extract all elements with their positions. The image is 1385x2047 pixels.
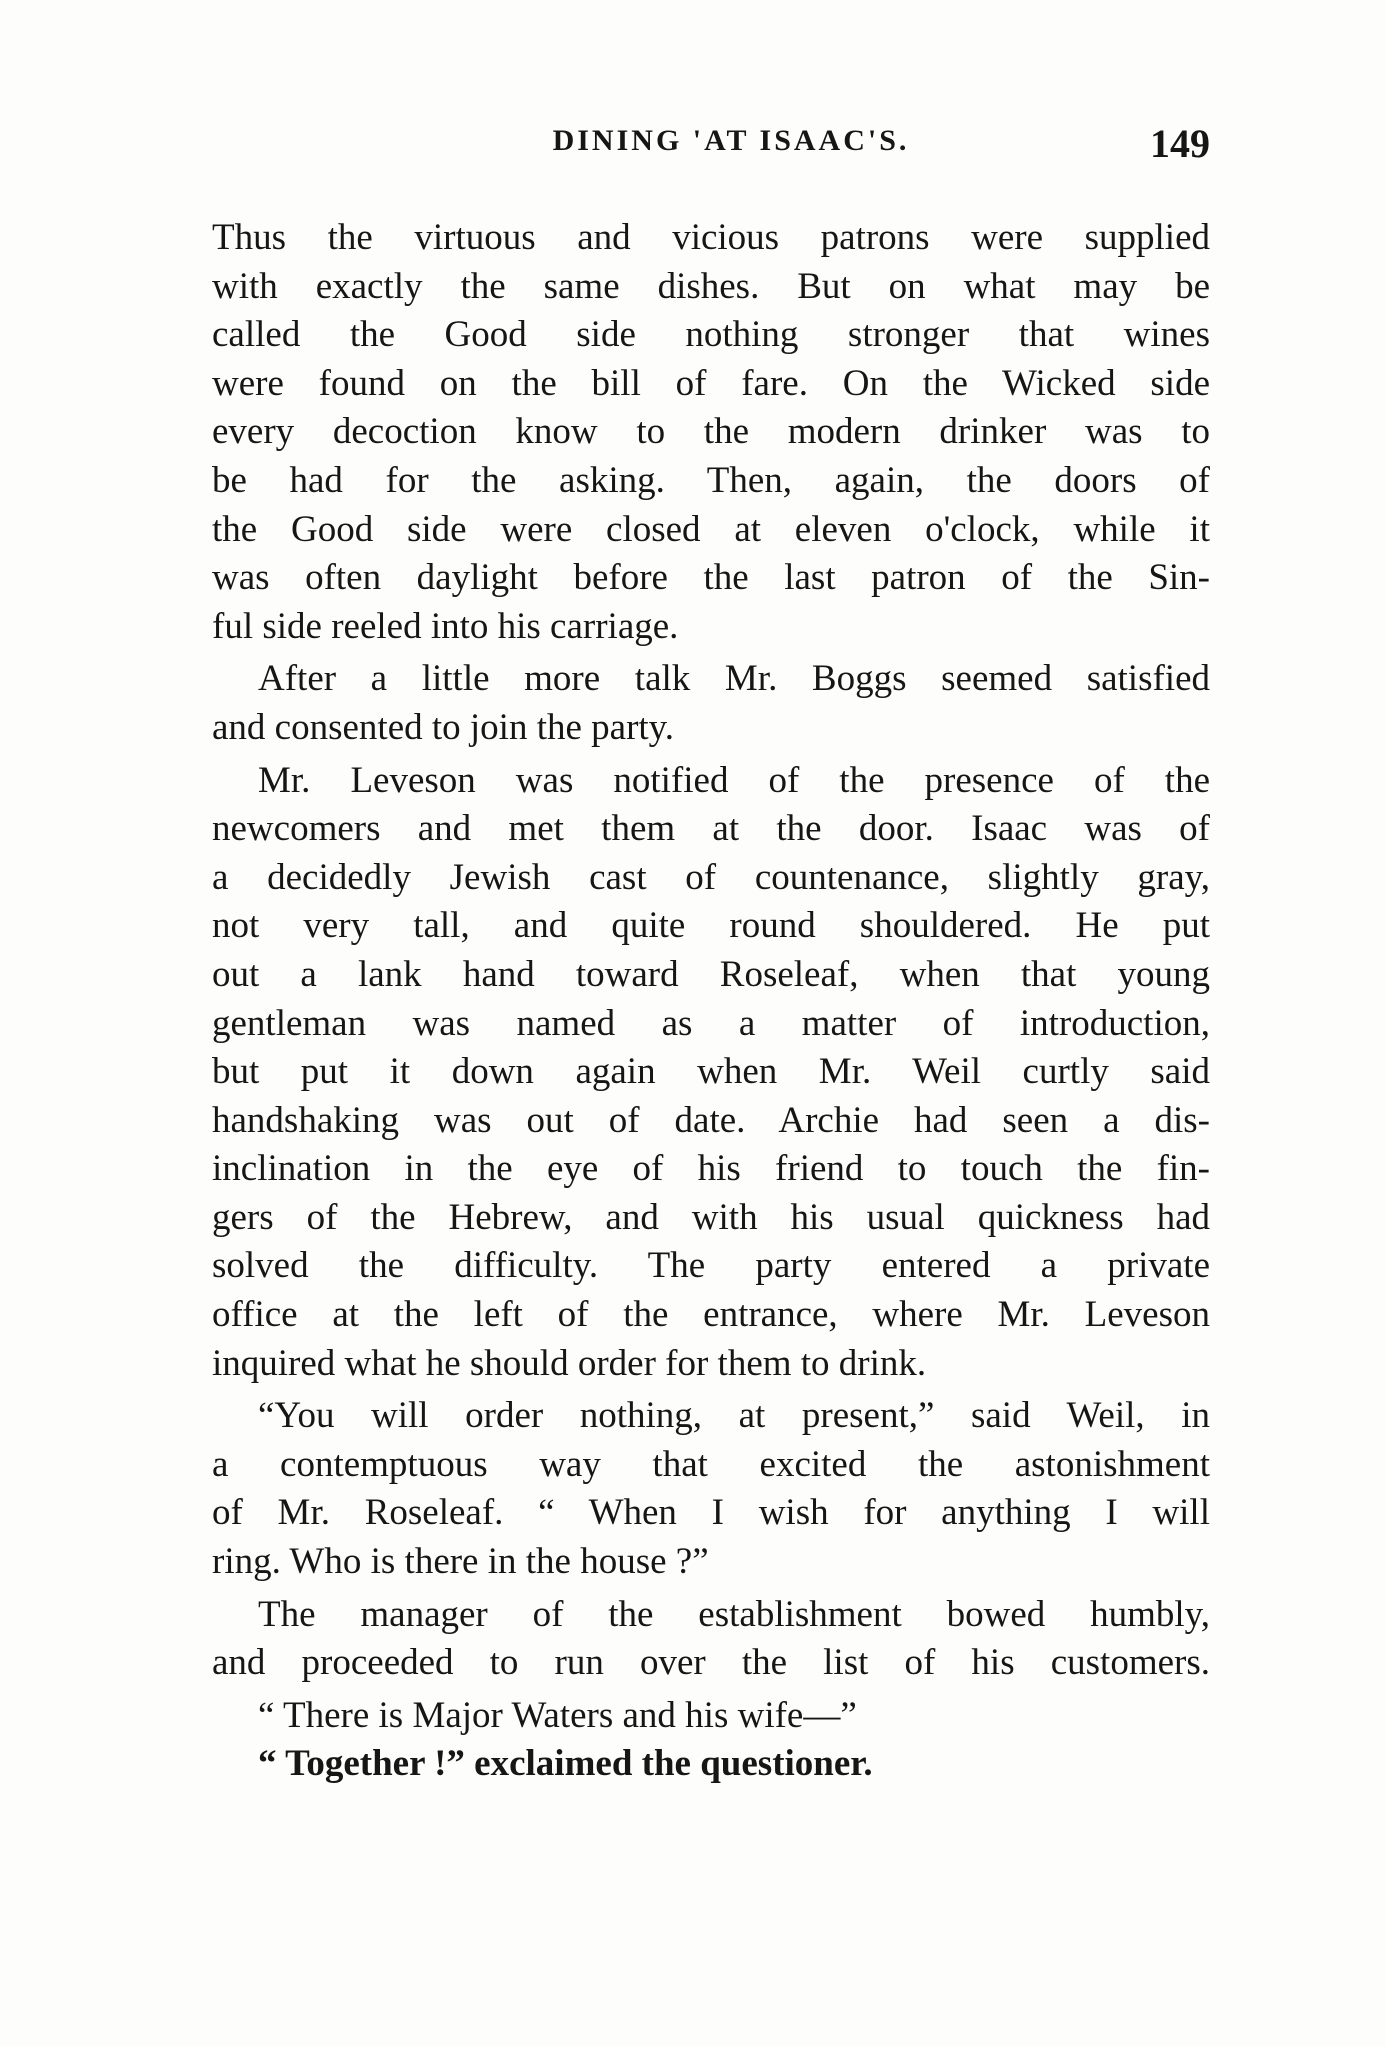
body-text [212,214,1210,1789]
text-line: out a lank hand toward Roseleaf, when that young [212,953,1210,995]
text-line: ful side reeled into his carriage. [212,605,679,647]
text-line: inclination in the eye of his friend to touch the fin- [212,1148,1210,1190]
text-line: called the Good side nothing stronger that wines [212,314,1210,356]
text-line: and proceeded to run over the list of his customers. [212,1642,1210,1684]
running-title: DINING 'AT ISAAC'S. [552,124,910,157]
text-line: the Good side were closed at eleven o'clock, while it [212,508,1210,550]
text-line: and consented to join the party. [212,706,675,748]
text-line: gentleman was named as a matter of introduction, [212,1002,1210,1044]
text-line: but put it down again when Mr. Weil curtly said [212,1051,1210,1093]
text-line: inquired what he should order for them to drink. [212,1342,927,1384]
text-line: were found on the bill of fare. On the Wicked side [212,362,1210,404]
text-line: “ There is Major Waters and his wife—” [258,1694,857,1736]
text-line: a contemptuous way that excited the astonishment [212,1443,1210,1485]
text-line: not very tall, and quite round shouldered. He put [212,905,1210,947]
text-line: gers of the Hebrew, and with his usual quickness had [212,1196,1210,1238]
text-line: of Mr. Roseleaf. “ When I wish for anything I will [212,1492,1210,1534]
text-line: with exactly the same dishes. But on what may be [212,265,1210,307]
text-line: was often daylight before the last patron of the Sin- [212,557,1210,599]
text-line: “ Together !” exclaimed the questioner. [258,1743,873,1785]
page-number: 149 [1150,121,1210,166]
text-line: “You will order nothing, at present,” said Weil, in [258,1395,1210,1437]
text-line: Thus the virtuous and vicious patrons were supplied [212,217,1210,258]
text-line: The manager of the establishment bowed humbly, [258,1593,1210,1635]
text-line: be had for the asking. Then, again, the doors of [212,459,1210,501]
text-line: handshaking was out of date. Archie had seen a dis- [212,1099,1210,1141]
text-line: ring. Who is there in the house ?” [212,1541,709,1583]
text-line: solved the difficulty. The party entered a private [212,1245,1210,1287]
text-line: After a little more talk Mr. Boggs seemed satisfied [258,658,1210,700]
text-line: Mr. Leveson was notified of the presence of the [258,759,1210,801]
text-line: newcomers and met them at the door. Isaac was of [212,808,1210,850]
running-head [212,120,1210,170]
text-line: a decidedly Jewish cast of countenance, slightly gray, [212,856,1210,898]
text-line: every decoction know to the modern drinker was to [212,411,1210,453]
text-line: office at the left of the entrance, where Mr. Leveson [212,1294,1210,1336]
